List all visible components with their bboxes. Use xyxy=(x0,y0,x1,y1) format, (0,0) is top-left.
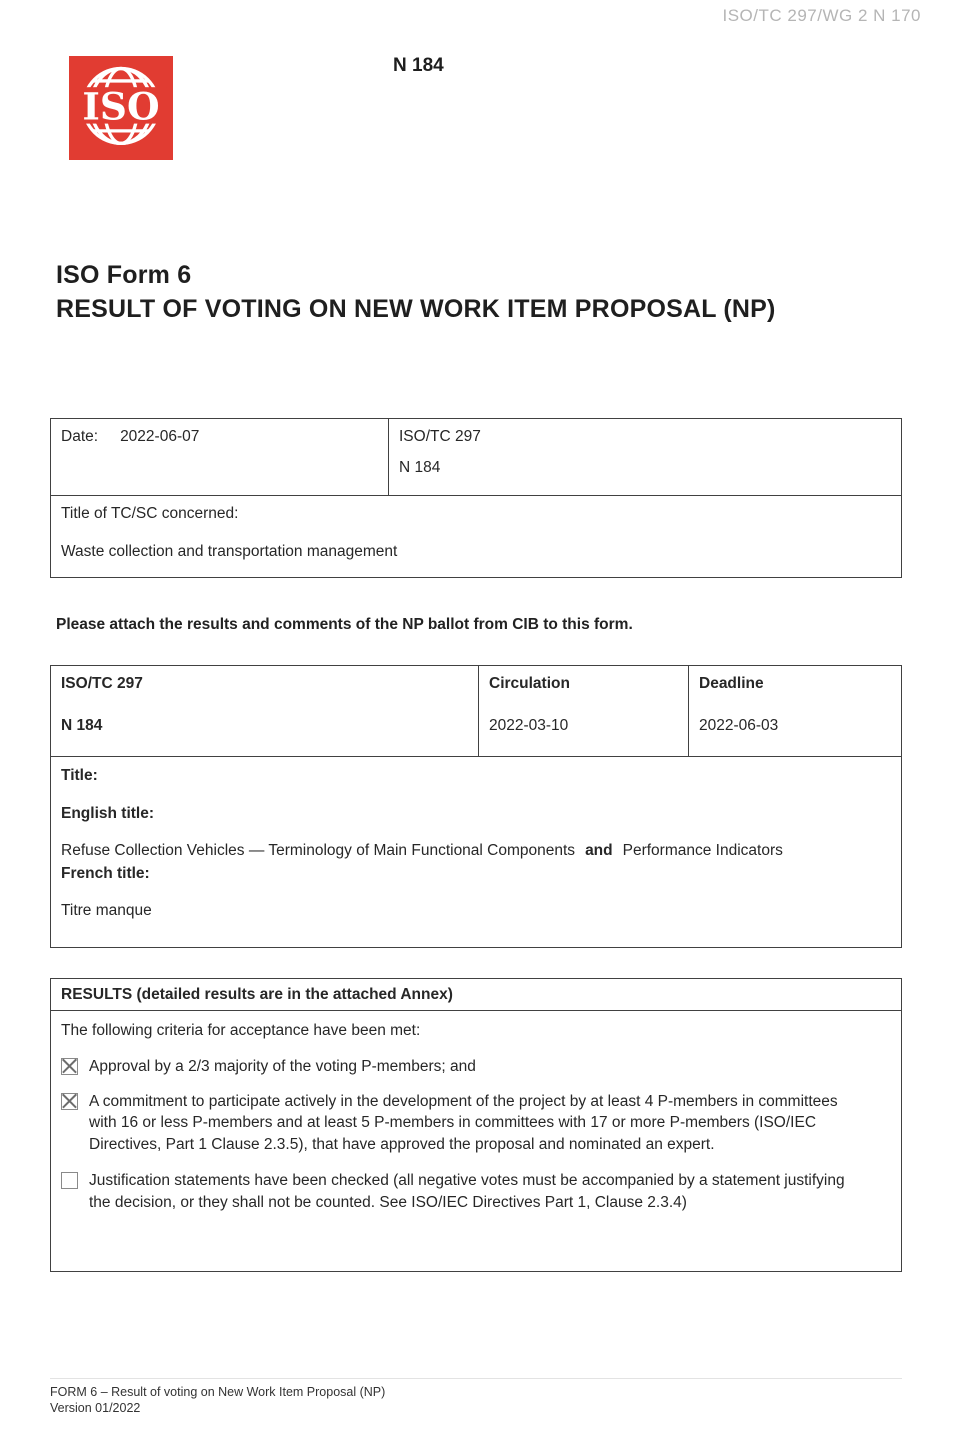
ballot-committee-cell xyxy=(51,666,479,756)
criterion-1-text: Approval by a 2/3 majority of the voting P-members; and xyxy=(89,1058,476,1075)
criterion-1-checkbox xyxy=(61,1058,78,1075)
english-title-label: English title: xyxy=(61,805,154,822)
results-header: RESULTS (detailed results are in the attached Annex) xyxy=(51,979,901,1011)
iso-globe-logo-icon xyxy=(65,56,177,160)
footer-form-name: FORM 6 – Result of voting on New Work Item Proposal (NP) xyxy=(50,1385,386,1399)
english-title-part1: Refuse Collection Vehicles — Terminology of Main Functional Components xyxy=(61,842,576,859)
deadline-date: 2022-06-03 xyxy=(699,717,779,734)
circulation-cell xyxy=(479,666,689,756)
document-number-top: N 184 xyxy=(393,55,444,76)
criterion-row-2 xyxy=(61,1091,891,1156)
criterion-2-text: A commitment to participate actively in the development of the project by at least 4 P-members in committees with 16 or less P-members and at least 5 P-members in committees with 17 or more P-members (ISO/IEC Directives, Part 1 Clause 2.3.5), that have approved the proposal and nominated an expert. xyxy=(89,1092,838,1153)
date-value: 2022-06-07 xyxy=(120,428,200,445)
ballot-doc-number: N 184 xyxy=(61,717,103,734)
committee-doc-number: N 184 xyxy=(399,459,441,476)
circulation-label: Circulation xyxy=(489,675,570,692)
committee-cell xyxy=(389,419,901,495)
date-label: Date: xyxy=(61,428,99,445)
english-title-part2: Performance Indicators xyxy=(622,842,783,859)
info-table-row-1 xyxy=(51,419,901,496)
criterion-3-checkbox xyxy=(61,1172,78,1189)
ballot-committee: ISO/TC 297 xyxy=(61,675,143,692)
english-title-value xyxy=(61,840,811,861)
footer-version: Version 01/2022 xyxy=(50,1401,141,1415)
criterion-row-3 xyxy=(61,1170,891,1213)
criterion-2-checkbox xyxy=(61,1093,78,1110)
tc-title-cell xyxy=(51,496,901,577)
tc-title-value: Waste collection and transportation management xyxy=(61,543,398,560)
english-title-and: and xyxy=(585,842,613,859)
deadline-label: Deadline xyxy=(699,675,764,692)
tc-title-label: Title of TC/SC concerned: xyxy=(61,505,239,522)
title-label: Title: xyxy=(61,767,98,784)
committee-name: ISO/TC 297 xyxy=(399,428,481,445)
circulation-date: 2022-03-10 xyxy=(489,717,569,734)
titles-cell xyxy=(51,757,901,947)
french-title-label: French title: xyxy=(61,865,150,882)
criterion-3-text: Justification statements have been checked (all negative votes must be accompanied by a statement justifying the decision, or they shall not be counted. See ISO/IEC Directives Part 1, Clause 2.3.4) xyxy=(89,1172,845,1211)
date-cell xyxy=(51,419,389,495)
document-reference: ISO/TC 297/WG 2 N 170 xyxy=(722,6,921,25)
page-footer xyxy=(50,1378,902,1416)
results-table xyxy=(50,978,902,1272)
info-table xyxy=(50,418,902,578)
attach-instruction: Please attach the results and comments of the NP ballot from CIB to this form. xyxy=(56,616,633,633)
results-body xyxy=(51,1011,901,1213)
form-subject: RESULT OF VOTING ON NEW WORK ITEM PROPOSAL (NP) xyxy=(56,295,776,323)
form-name: ISO Form 6 xyxy=(56,261,192,289)
results-intro: The following criteria for acceptance have been met: xyxy=(61,1022,421,1039)
criterion-row-1 xyxy=(61,1056,891,1078)
logo-text: ISO xyxy=(82,84,160,129)
french-title-value: Titre manque xyxy=(61,902,152,919)
page-title xyxy=(56,258,776,326)
ballot-table-row-1 xyxy=(51,666,901,757)
deadline-cell xyxy=(689,666,901,756)
ballot-table xyxy=(50,665,902,948)
